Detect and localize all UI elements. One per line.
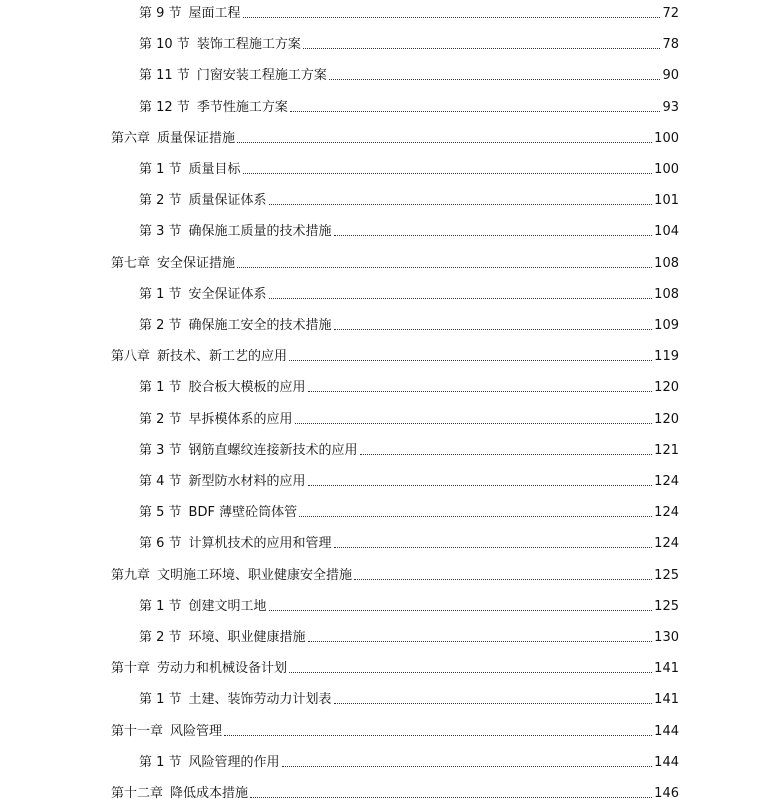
toc-entry-number: 第 1 节 <box>139 754 182 770</box>
toc-entry-number: 第 2 节 <box>139 411 182 427</box>
toc-entry-text: 新技术、新工艺的应用 <box>157 349 288 365</box>
toc-entry-title <box>139 630 306 646</box>
toc-entry-title <box>139 505 297 521</box>
dot-leader <box>303 48 661 49</box>
toc-section-entry[interactable] <box>139 501 679 521</box>
toc-page-number: 108 <box>654 286 679 302</box>
dot-leader <box>295 423 653 424</box>
toc-entry-number: 第 3 节 <box>139 224 182 240</box>
toc-chapter-entry[interactable] <box>111 782 679 802</box>
toc-chapter-entry[interactable] <box>111 564 679 584</box>
toc-entry-title <box>111 568 352 584</box>
toc-entry-text: 装饰工程施工方案 <box>196 37 301 53</box>
toc-entry-number: 第十二章 <box>111 786 164 801</box>
toc-page-number: 108 <box>654 255 679 271</box>
toc-entry-number: 第 9 节 <box>139 6 182 21</box>
toc-entry-number: 第 2 节 <box>139 318 182 333</box>
dot-leader <box>282 766 653 767</box>
toc-section-entry[interactable] <box>139 470 679 490</box>
toc-entry-number: 第 10 节 <box>139 37 190 53</box>
toc-entry-title <box>139 224 332 240</box>
toc-entry-text: 屋面工程 <box>188 6 241 21</box>
toc-page-number: 120 <box>654 411 679 427</box>
dot-leader <box>334 703 653 704</box>
toc-entry-text: 早拆模体系的应用 <box>188 411 293 427</box>
toc-entry-text: 钢筋直螺纹连接新技术的应用 <box>188 442 358 458</box>
toc-entry-title <box>111 349 287 365</box>
toc-entry-text: 质量保证措施 <box>157 130 236 146</box>
toc-section-entry[interactable] <box>139 314 679 334</box>
toc-page-number: 119 <box>654 349 679 365</box>
toc-page-number: 78 <box>662 37 679 53</box>
dot-leader <box>334 329 653 330</box>
dot-leader <box>308 485 653 486</box>
toc-section-entry[interactable] <box>139 64 679 84</box>
toc-entry-text: 文明施工环境、职业健康安全措施 <box>157 567 353 583</box>
toc-page-number: 141 <box>654 661 679 677</box>
toc-section-entry[interactable] <box>139 595 679 615</box>
toc-page-number: 124 <box>654 536 679 552</box>
toc-entry-number: 第 5 节 <box>139 505 182 521</box>
toc-entry-title <box>139 162 241 178</box>
toc-entry-text: 确保施工安全的技术措施 <box>188 318 332 333</box>
toc-page-number: 125 <box>654 598 679 614</box>
toc-section-entry[interactable] <box>139 532 679 552</box>
toc-chapter-entry[interactable] <box>111 127 679 147</box>
toc-entry-text: 劳动力和机械设备计划 <box>157 661 288 677</box>
toc-entry-number: 第 4 节 <box>139 474 182 489</box>
toc-page-number: 101 <box>654 193 679 209</box>
toc-entry-title <box>139 536 332 552</box>
toc-entry-text: 门窗安装工程施工方案 <box>196 68 327 84</box>
toc-entry-title <box>111 131 235 147</box>
toc-entry-text: 环境、职业健康措施 <box>188 630 306 645</box>
dot-leader <box>334 547 653 548</box>
toc-chapter-entry[interactable] <box>111 657 679 677</box>
toc-entry-title <box>139 443 358 459</box>
toc-entry-title <box>139 599 267 615</box>
toc-page-number: 109 <box>654 318 679 333</box>
toc-section-entry[interactable] <box>139 33 679 53</box>
toc-entry-title <box>111 786 248 802</box>
dot-leader <box>269 298 653 299</box>
toc-entry-text: 安全保证体系 <box>188 286 267 302</box>
toc-entry-title <box>111 724 222 740</box>
toc-section-entry[interactable] <box>139 158 679 178</box>
toc-page-number: 124 <box>654 474 679 489</box>
toc-entry-title <box>139 755 280 771</box>
toc-page-number: 104 <box>654 224 679 240</box>
toc-entry-text: 质量保证体系 <box>188 193 267 209</box>
toc-entry-text: 新型防水材料的应用 <box>188 474 306 489</box>
dot-leader <box>299 516 652 517</box>
toc-section-entry[interactable] <box>139 220 679 240</box>
toc-entry-title <box>111 661 287 677</box>
dot-leader <box>243 173 653 174</box>
toc-entry-text: 安全保证措施 <box>157 255 236 271</box>
dot-leader <box>243 17 661 18</box>
dot-leader <box>269 610 653 611</box>
toc-entry-number: 第九章 <box>111 567 151 583</box>
toc-entry-number: 第 6 节 <box>139 536 182 552</box>
toc-page-number: 100 <box>654 130 679 146</box>
toc-section-entry[interactable] <box>139 96 679 116</box>
toc-entry-title <box>139 692 332 708</box>
toc-entry-number: 第 2 节 <box>139 193 182 209</box>
toc-entry-number: 第 1 节 <box>139 598 182 614</box>
dot-leader <box>237 142 652 143</box>
dot-leader <box>250 797 652 798</box>
toc-entry-number: 第 12 节 <box>139 99 190 115</box>
toc-page-number: 93 <box>662 99 679 115</box>
toc-entry-text: 计算机技术的应用和管理 <box>188 536 332 552</box>
toc-page-number: 144 <box>654 723 679 739</box>
toc-entry-title <box>139 68 327 84</box>
toc-page-number: 125 <box>654 567 679 583</box>
toc-entry-title <box>139 6 241 22</box>
toc-entry-number: 第 1 节 <box>139 162 182 177</box>
toc-entry-title <box>139 412 293 428</box>
toc-entry-number: 第 1 节 <box>139 286 182 302</box>
toc-entry-title <box>111 256 235 272</box>
toc-page-number: 146 <box>654 786 679 801</box>
dot-leader <box>289 672 652 673</box>
dot-leader <box>269 204 653 205</box>
toc-entry-text: 创建文明工地 <box>188 598 267 614</box>
toc-entry-number: 第 1 节 <box>139 380 182 396</box>
toc-entry-number: 第 11 节 <box>139 68 190 84</box>
toc-entry-title <box>139 193 267 209</box>
toc-section-entry[interactable] <box>139 376 679 396</box>
toc-entry-title <box>139 100 288 116</box>
dot-leader <box>360 454 653 455</box>
toc-entry-number: 第 1 节 <box>139 692 182 708</box>
toc-entry-text: 确保施工质量的技术措施 <box>188 224 332 240</box>
dot-leader <box>308 641 653 642</box>
toc-entry-text: 风险管理 <box>170 723 223 739</box>
toc-section-entry[interactable] <box>139 283 679 303</box>
toc-entry-number: 第 3 节 <box>139 442 182 458</box>
toc-entry-title <box>139 287 267 303</box>
dot-leader <box>308 391 653 392</box>
toc-entry-number: 第十一章 <box>111 723 164 739</box>
toc-entry-text: 胶合板大模板的应用 <box>188 380 306 396</box>
toc-chapter-entry[interactable] <box>111 345 679 365</box>
dot-leader <box>329 79 661 80</box>
toc-section-entry[interactable] <box>139 408 679 428</box>
dot-leader <box>290 111 661 112</box>
dot-leader <box>334 235 653 236</box>
toc-page-number: 72 <box>662 6 679 21</box>
toc-page-number: 90 <box>662 68 679 84</box>
toc-entry-title <box>139 380 306 396</box>
dot-leader <box>289 360 652 361</box>
toc-entry-text: 土建、装饰劳动力计划表 <box>188 692 332 708</box>
toc-entry-number: 第 2 节 <box>139 630 182 645</box>
toc-entry-number: 第十章 <box>111 661 151 677</box>
dot-leader <box>224 735 652 736</box>
toc-entry-title <box>139 318 332 334</box>
toc-chapter-entry[interactable] <box>111 720 679 740</box>
toc-page-number: 130 <box>654 630 679 645</box>
toc-entry-text: 质量目标 <box>188 162 241 177</box>
dot-leader <box>237 267 652 268</box>
toc-entry-text: 季节性施工方案 <box>196 99 288 115</box>
toc-entry-title <box>139 474 306 490</box>
toc-chapter-entry[interactable] <box>111 252 679 272</box>
toc-page-number: 120 <box>654 380 679 396</box>
toc-section-entry[interactable] <box>139 2 679 22</box>
toc-page-number: 144 <box>654 754 679 770</box>
toc-entry-text: 降低成本措施 <box>170 786 249 801</box>
toc-entry-text: 风险管理的作用 <box>188 754 280 770</box>
toc-entry-number: 第七章 <box>111 255 151 271</box>
toc-section-entry[interactable] <box>139 189 679 209</box>
toc-page-number: 121 <box>654 442 679 458</box>
toc-section-entry[interactable] <box>139 439 679 459</box>
toc-entry-number: 第六章 <box>111 130 151 146</box>
dot-leader <box>354 579 652 580</box>
toc-entry-text: BDF 薄壁砼筒体管 <box>188 505 298 521</box>
toc-entry-title <box>139 37 301 53</box>
toc-page-number: 124 <box>654 505 679 521</box>
toc-page-number: 100 <box>654 162 679 177</box>
toc-section-entry[interactable] <box>139 626 679 646</box>
toc-entry-number: 第八章 <box>111 349 151 365</box>
toc-page-number: 141 <box>654 692 679 708</box>
toc-section-entry[interactable] <box>139 688 679 708</box>
toc-section-entry[interactable] <box>139 751 679 771</box>
